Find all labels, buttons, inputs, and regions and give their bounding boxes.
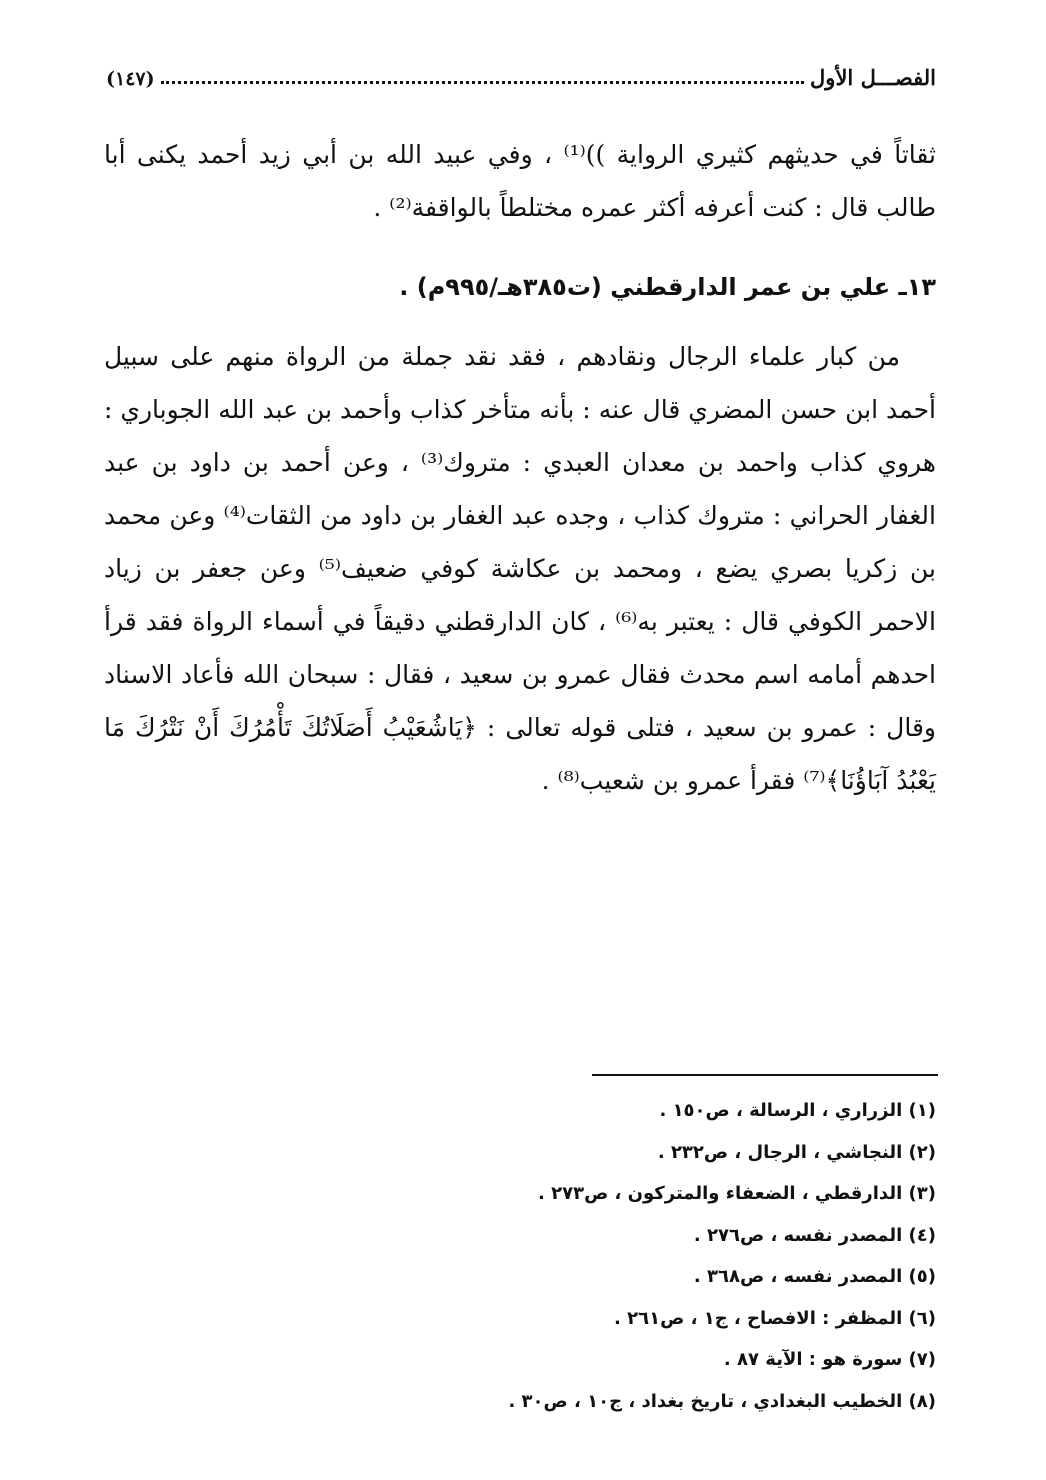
footnote-item: (٣) الدارقطي ، الضعفاء والمتركون ، ص٢٧٣ . (537, 1183, 936, 1204)
biography-paragraph (104, 330, 936, 807)
section-heading: ١٣ـ علي بن عمر الدارقطني (ت٣٨٥هـ/٩٩٥م) . (399, 273, 936, 301)
footnote-item: (٤) المصدر نفسه ، ص٢٧٦ . (693, 1224, 936, 1246)
footnote-item: (٢) النجاشي ، الرجال ، ص٢٣٢ . (657, 1141, 936, 1163)
paragraph-continuation (104, 128, 936, 234)
header-dot-leader (161, 81, 804, 84)
page-number: (١٤٧) (106, 68, 155, 90)
footnote-separator (592, 1074, 938, 1076)
footnote-item: (٨) الخطيب البغدادي ، تاريخ بغداد ، ج١٠ ، ص٣٠ . (508, 1390, 936, 1412)
footnote-item: (٦) المظفر : الافصاح ، ج١ ، ص٢٦١ . (614, 1307, 936, 1329)
running-header (106, 50, 936, 90)
paragraph-text: من كبار علماء الرجال ونقادهم ، فقد نقد جملة من الرواة منهم على سبيل أحمد ابن حسن المضري قال عنه : بأنه متأخر كذاب وأحمد بن عبد الله الجوباري : هروي كذاب واحمد بن معدان العبدي : متروك⁽³⁾ ، وعن أحمد بن داود بن عبد الغفار الحراني : متروك كذاب ، وجده عبد الغفار بن داود من الثقات⁽⁴⁾ وعن محمد بن زكريا بصري يضع ، ومحمد بن عكاشة كوفي ضعيف⁽⁵⁾ وعن جعفر بن زياد الاحمر الكوفي قال : يعتبر به⁽⁶⁾ ، كان الدارقطني دقيقاً في أسماء الرواة فقد قرأ احدهم أمامه اسم محدث فقال عمرو بن سعيد ، فقال : سبحان الله فأعاد الاسناد وقال : عمرو بن سعيد ، فتلى قوله تعالى : ﴿يَاشُعَيْبُ أَصَلَاتُكَ تَأْمُرُكَ أَنْ نَتْرُكَ مَا يَعْبُدُ آبَاؤُنَا﴾⁽⁷⁾ فقرأ عمرو بن شعيب⁽⁸⁾ . (104, 342, 936, 795)
footnotes-list (300, 1090, 936, 1422)
chapter-title: الفصـــل الأول (810, 65, 936, 90)
footnote-item: (١) الزراري ، الرسالة ، ص١٥٠ . (659, 1100, 936, 1121)
footnote-item: (٥) المصدر نفسه ، ص٣٦٨ . (693, 1266, 936, 1287)
paragraph-text: ثقاتاً في حديثهم كثيري الرواية ))⁽¹⁾ ، وفي عبيد الله بن أبي زيد أحمد يكنى أبا طالب قال : كنت أعرفه أكثر عمره مختلطاً بالواقفة⁽²⁾ . (104, 140, 936, 222)
footnote-item: (٧) سورة هو : الآية ٨٧ . (723, 1349, 936, 1370)
